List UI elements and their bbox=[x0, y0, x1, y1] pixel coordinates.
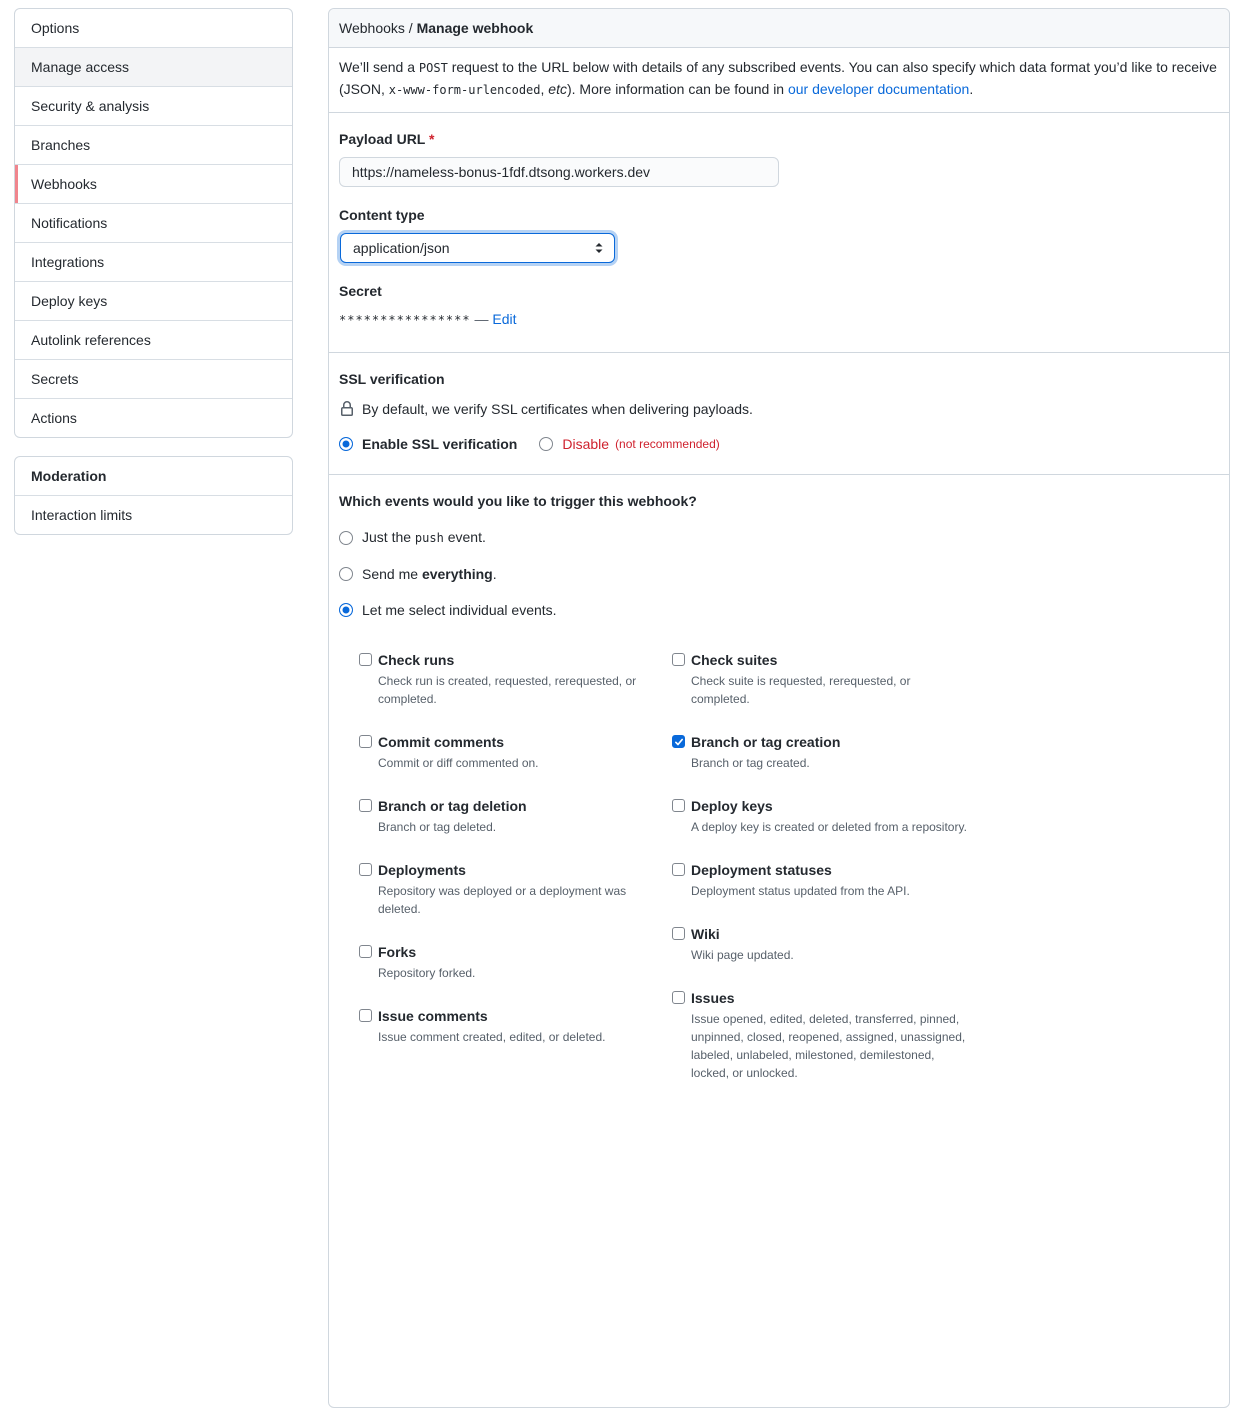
content-type-label: Content type bbox=[339, 207, 425, 223]
event-title: Issue comments bbox=[378, 1008, 488, 1024]
event-title: Forks bbox=[378, 944, 417, 960]
sidebar-item-options[interactable]: Options bbox=[31, 20, 80, 36]
webhook-panel bbox=[328, 8, 1230, 1408]
intro-code-urlencoded: x-www-form-urlencoded bbox=[388, 83, 541, 97]
event-deployment-statuses[interactable] bbox=[672, 860, 985, 900]
push-code: push bbox=[414, 531, 444, 545]
sidebar-item-webhooks[interactable]: Webhooks bbox=[15, 164, 292, 203]
event-title: Commit comments bbox=[378, 734, 505, 750]
disable-ssl-label: Disable bbox=[562, 436, 610, 452]
individual-events-radio[interactable] bbox=[339, 603, 353, 617]
settings-menu bbox=[14, 8, 293, 438]
disable-ssl-note: (not recommended) bbox=[615, 437, 720, 451]
event-deploy-keys[interactable] bbox=[672, 796, 985, 836]
settings-sidebar bbox=[14, 8, 293, 535]
event-wiki[interactable] bbox=[672, 924, 985, 964]
ssl-description: By default, we verify SSL certificates when delivering payloads. bbox=[362, 401, 753, 417]
required-asterisk: * bbox=[429, 131, 435, 147]
breadcrumb bbox=[329, 9, 1229, 48]
sidebar-item-deploy-keys[interactable]: Deploy keys bbox=[15, 281, 292, 320]
event-check-suites-checkbox[interactable] bbox=[672, 653, 685, 666]
event-title: Wiki bbox=[691, 926, 720, 942]
send-everything-radio[interactable] bbox=[339, 567, 353, 581]
radio-option-individual-events[interactable]: Let me select individual events. bbox=[339, 600, 1219, 620]
intro-etc: etc bbox=[548, 81, 567, 97]
radio-option-send-everything[interactable]: Send me everything. bbox=[339, 564, 1219, 584]
event-title: Deployments bbox=[378, 862, 466, 878]
event-issue-comments[interactable] bbox=[359, 1006, 672, 1046]
event-deployments[interactable] bbox=[359, 860, 672, 918]
event-description: Check run is created, requested, rerequested, or completed. bbox=[378, 674, 637, 706]
intro-code-post: POST bbox=[418, 61, 448, 75]
event-description: Repository forked. bbox=[378, 966, 476, 980]
event-description: A deploy key is created or deleted from a repository. bbox=[691, 820, 967, 834]
sidebar-item-interaction-limits[interactable]: Interaction limits bbox=[15, 495, 292, 534]
event-description: Deployment status updated from the API. bbox=[691, 884, 910, 898]
event-commit-comments-checkbox[interactable] bbox=[359, 735, 372, 748]
secret-group bbox=[339, 281, 1219, 330]
webhook-form-section bbox=[329, 113, 1229, 353]
event-title: Issues bbox=[691, 990, 735, 1006]
developer-docs-link[interactable]: our developer documentation bbox=[787, 81, 970, 97]
event-issues[interactable] bbox=[672, 988, 985, 1082]
lock-icon bbox=[339, 401, 355, 417]
disable-ssl-radio[interactable] bbox=[539, 437, 553, 451]
breadcrumb-separator: / bbox=[404, 20, 417, 36]
secret-edit-link[interactable]: Edit bbox=[492, 311, 517, 327]
event-deployments-checkbox[interactable] bbox=[359, 863, 372, 876]
enable-ssl-option[interactable] bbox=[339, 436, 517, 452]
events-column-2 bbox=[672, 650, 985, 1106]
content-type-select[interactable] bbox=[340, 233, 615, 263]
events-grid bbox=[359, 650, 1219, 1106]
event-check-suites[interactable] bbox=[672, 650, 985, 708]
event-commit-comments[interactable] bbox=[359, 732, 672, 772]
events-question: Which events would you like to trigger this webhook? bbox=[339, 493, 697, 509]
payload-url-group bbox=[339, 129, 1219, 187]
event-branch-or-tag-creation[interactable] bbox=[672, 732, 985, 772]
sidebar-item-manage-access[interactable]: Manage access bbox=[15, 47, 292, 86]
intro-text-5: . bbox=[969, 81, 974, 97]
just-push-radio[interactable] bbox=[339, 531, 353, 545]
event-forks[interactable] bbox=[359, 942, 672, 982]
secret-dash: — bbox=[474, 311, 489, 327]
event-title: Check suites bbox=[691, 652, 778, 668]
event-description: Branch or tag deleted. bbox=[378, 820, 497, 834]
secret-masked-value: **************** bbox=[339, 313, 471, 327]
event-title: Deployment statuses bbox=[691, 862, 832, 878]
event-deploy-keys-checkbox[interactable] bbox=[672, 799, 685, 812]
radio-option-just-push[interactable]: Just the push event. bbox=[339, 527, 1219, 548]
breadcrumb-webhooks-link[interactable]: Webhooks bbox=[339, 20, 405, 36]
event-issue-comments-checkbox[interactable] bbox=[359, 1009, 372, 1022]
events-column-1 bbox=[359, 650, 672, 1106]
intro-text-2: request to the URL below with details of any subscribed events. You can also specify which data format you’d like to receive (JSON, bbox=[339, 59, 1217, 97]
select-caret-icon bbox=[593, 241, 605, 255]
payload-url-label: Payload URL * bbox=[339, 131, 435, 147]
event-description: Repository was deployed or a deployment was deleted. bbox=[378, 884, 627, 916]
page-title: Manage webhook bbox=[416, 20, 534, 36]
sidebar-item-notifications[interactable]: Notifications bbox=[15, 203, 292, 242]
event-check-runs[interactable] bbox=[359, 650, 672, 708]
sidebar-item-branches[interactable]: Branches bbox=[15, 125, 292, 164]
event-description: Wiki page updated. bbox=[691, 948, 794, 962]
event-wiki-checkbox[interactable] bbox=[672, 927, 685, 940]
event-title: Branch or tag creation bbox=[691, 734, 841, 750]
sidebar-item-secrets[interactable]: Secrets bbox=[15, 359, 292, 398]
event-forks-checkbox[interactable] bbox=[359, 945, 372, 958]
event-issues-checkbox[interactable] bbox=[672, 991, 685, 1004]
payload-url-input[interactable] bbox=[339, 157, 779, 187]
intro-text: We’ll send a bbox=[339, 59, 419, 75]
event-check-runs-checkbox[interactable] bbox=[359, 653, 372, 666]
event-title: Check runs bbox=[378, 652, 455, 668]
events-section bbox=[329, 475, 1229, 1128]
event-description: Issue comment created, edited, or deleted. bbox=[378, 1030, 606, 1044]
content-type-selected-value: application/json bbox=[353, 240, 450, 256]
event-description: Check suite is requested, rerequested, or completed. bbox=[691, 674, 911, 706]
sidebar-item-security-analysis[interactable]: Security & analysis bbox=[15, 86, 292, 125]
event-title: Branch or tag deletion bbox=[378, 798, 527, 814]
sidebar-item-actions[interactable]: Actions bbox=[15, 398, 292, 437]
event-description: Issue opened, edited, deleted, transferred, pinned, unpinned, closed, reopened, assigned, unassigned, labeled, unlabeled, milestoned, demilestoned, locked, or unlocked. bbox=[691, 1012, 966, 1080]
sidebar-item-integrations[interactable]: Integrations bbox=[15, 242, 292, 281]
event-deployment-statuses-checkbox[interactable] bbox=[672, 863, 685, 876]
event-description: Branch or tag created. bbox=[691, 756, 810, 770]
secret-label: Secret bbox=[339, 283, 382, 299]
ssl-verification-title: SSL verification bbox=[339, 371, 445, 387]
intro-text-4: ). More information can be found in bbox=[566, 81, 788, 97]
event-description: Commit or diff commented on. bbox=[378, 756, 539, 770]
sidebar-item-autolink-references[interactable]: Autolink references bbox=[15, 320, 292, 359]
webhook-intro bbox=[329, 48, 1229, 113]
event-branch-or-tag-deletion-checkbox[interactable] bbox=[359, 799, 372, 812]
content-type-group bbox=[339, 205, 1219, 263]
event-branch-or-tag-deletion[interactable] bbox=[359, 796, 672, 836]
enable-ssl-radio[interactable] bbox=[339, 437, 353, 451]
event-title: Deploy keys bbox=[691, 798, 773, 814]
ssl-verification-section bbox=[329, 353, 1229, 475]
event-branch-or-tag-creation-checkbox[interactable] bbox=[672, 735, 685, 748]
moderation-menu bbox=[14, 456, 293, 535]
moderation-header: Moderation bbox=[31, 468, 107, 484]
enable-ssl-label: Enable SSL verification bbox=[362, 436, 518, 452]
intro-text-3: , bbox=[540, 81, 549, 97]
disable-ssl-option[interactable] bbox=[539, 436, 719, 452]
